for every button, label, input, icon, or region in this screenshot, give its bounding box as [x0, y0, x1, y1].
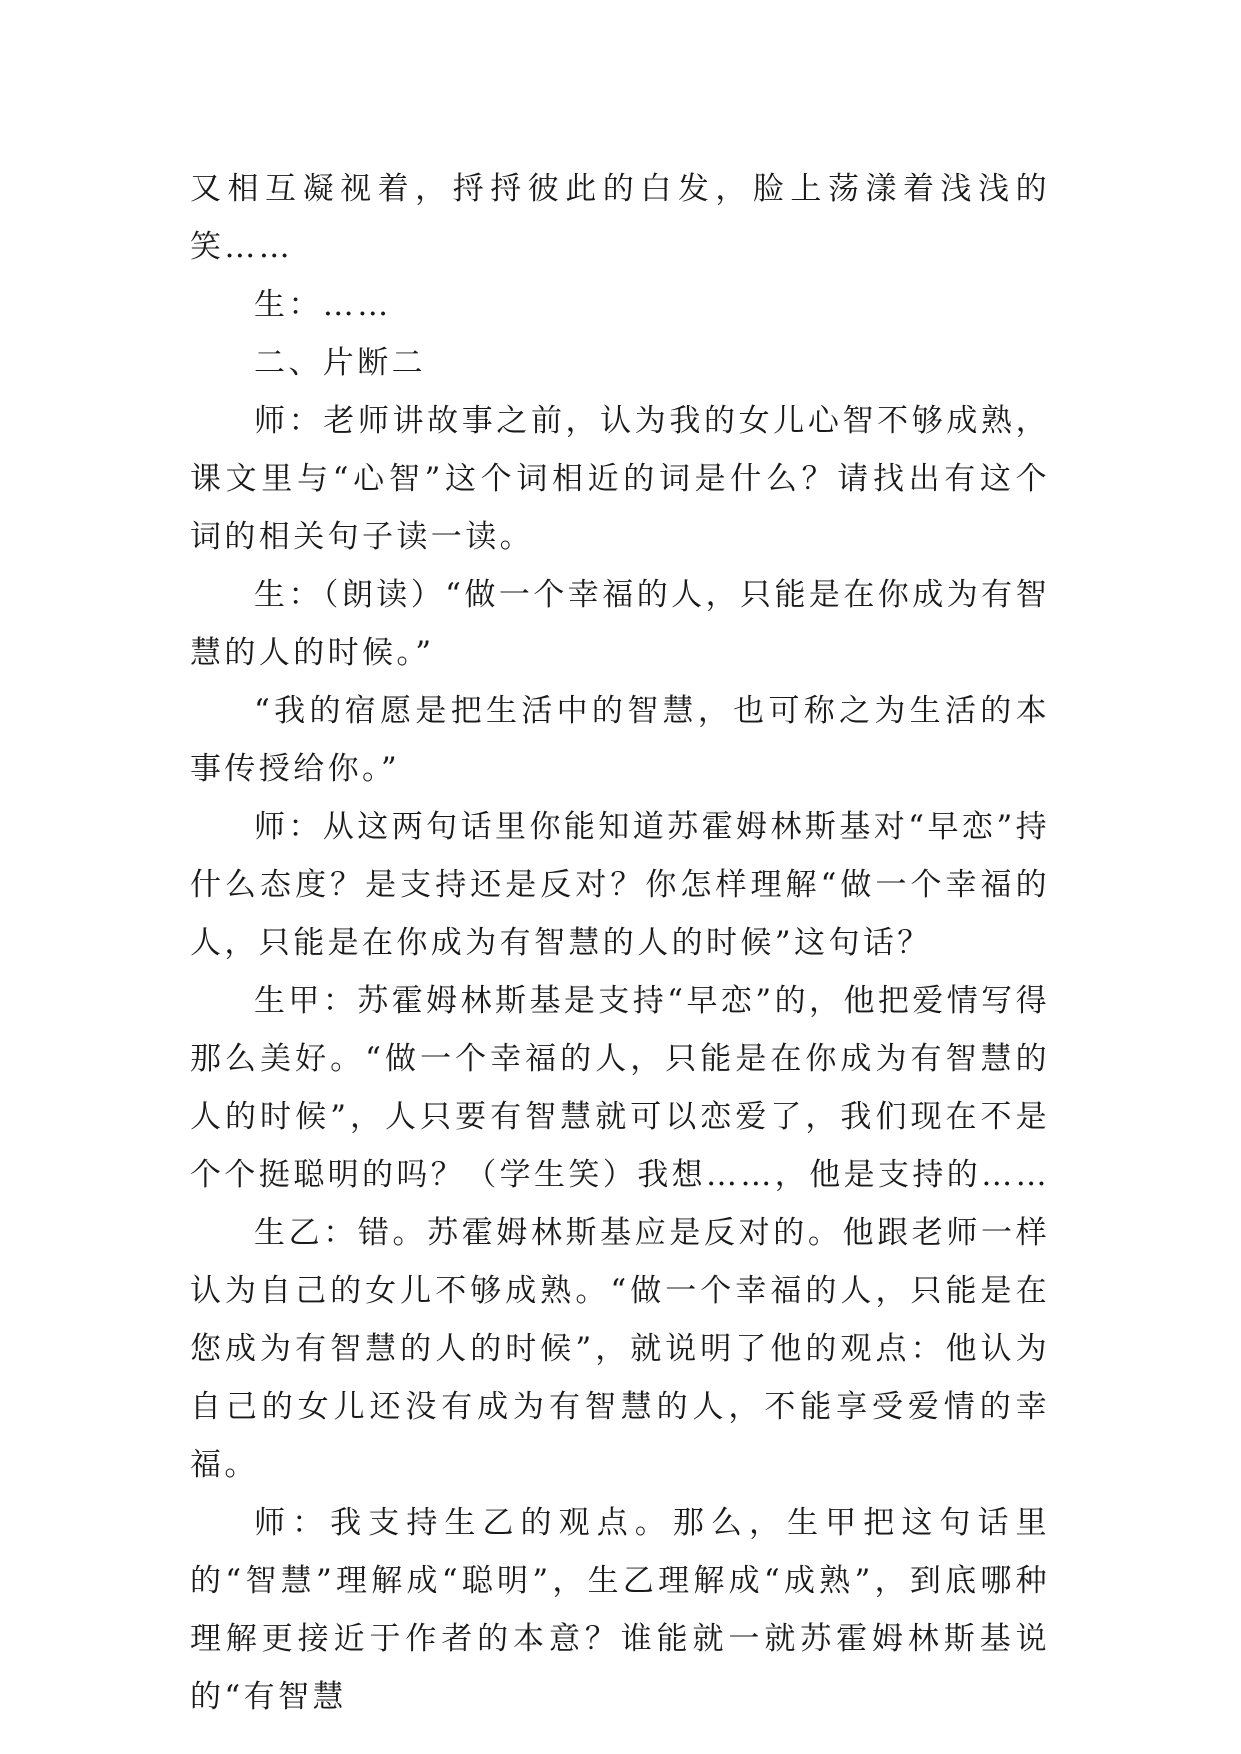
document-body [190, 160, 1050, 1726]
paragraph-5: 生：（朗读）“做一个幸福的人，只能是在你成为有智慧的人的时候。” [190, 577, 1050, 671]
paragraph-1: 又相互凝视着，捋捋彼此的白发，脸上荡漾着浅浅的笑…… [190, 171, 1050, 265]
paragraph-9: 生乙：错。苏霍姆林斯基应是反对的。他跟老师一样认为自己的女儿不够成熟。“做一个幸福的人，只能是在您成为有智慧的人的时候”，就说明了他的观点：他认为自己的女儿还没有成为有智慧的人，不能享受爱情的幸福。 [190, 1215, 1050, 1483]
paragraph-7: 师：从这两句话里你能知道苏霍姆林斯基对“早恋”持什么态度？是支持还是反对？你怎样理解“做一个幸福的人，只能是在你成为有智慧的人的时候”这句话？ [190, 809, 1050, 961]
paragraph-10: 师：我支持生乙的观点。那么，生甲把这句话里的“智慧”理解成“聪明”，生乙理解成“成熟”，到底哪种理解更接近于作者的本意？谁能就一就苏霍姆林斯基说的“有智慧 [190, 1505, 1050, 1715]
paragraph-8: 生甲：苏霍姆林斯基是支持“早恋”的，他把爱情写得那么美好。“做一个幸福的人，只能是在你成为有智慧的人的时候”，人只要有智慧就可以恋爱了，我们现在不是个个挺聪明的吗？（学生笑）我想……，他是支持的…… [190, 983, 1050, 1193]
paragraph-4: 师：老师讲故事之前，认为我的女儿心智不够成熟，课文里与“心智”这个词相近的词是什么？请找出有这个词的相关句子读一读。 [190, 403, 1050, 555]
section-heading: 二、片断二 [254, 345, 426, 381]
paragraph-6: “我的宿愿是把生活中的智慧，也可称之为生活的本事传授给你。” [190, 693, 1050, 787]
paragraph-2: 生：…… [254, 287, 392, 323]
